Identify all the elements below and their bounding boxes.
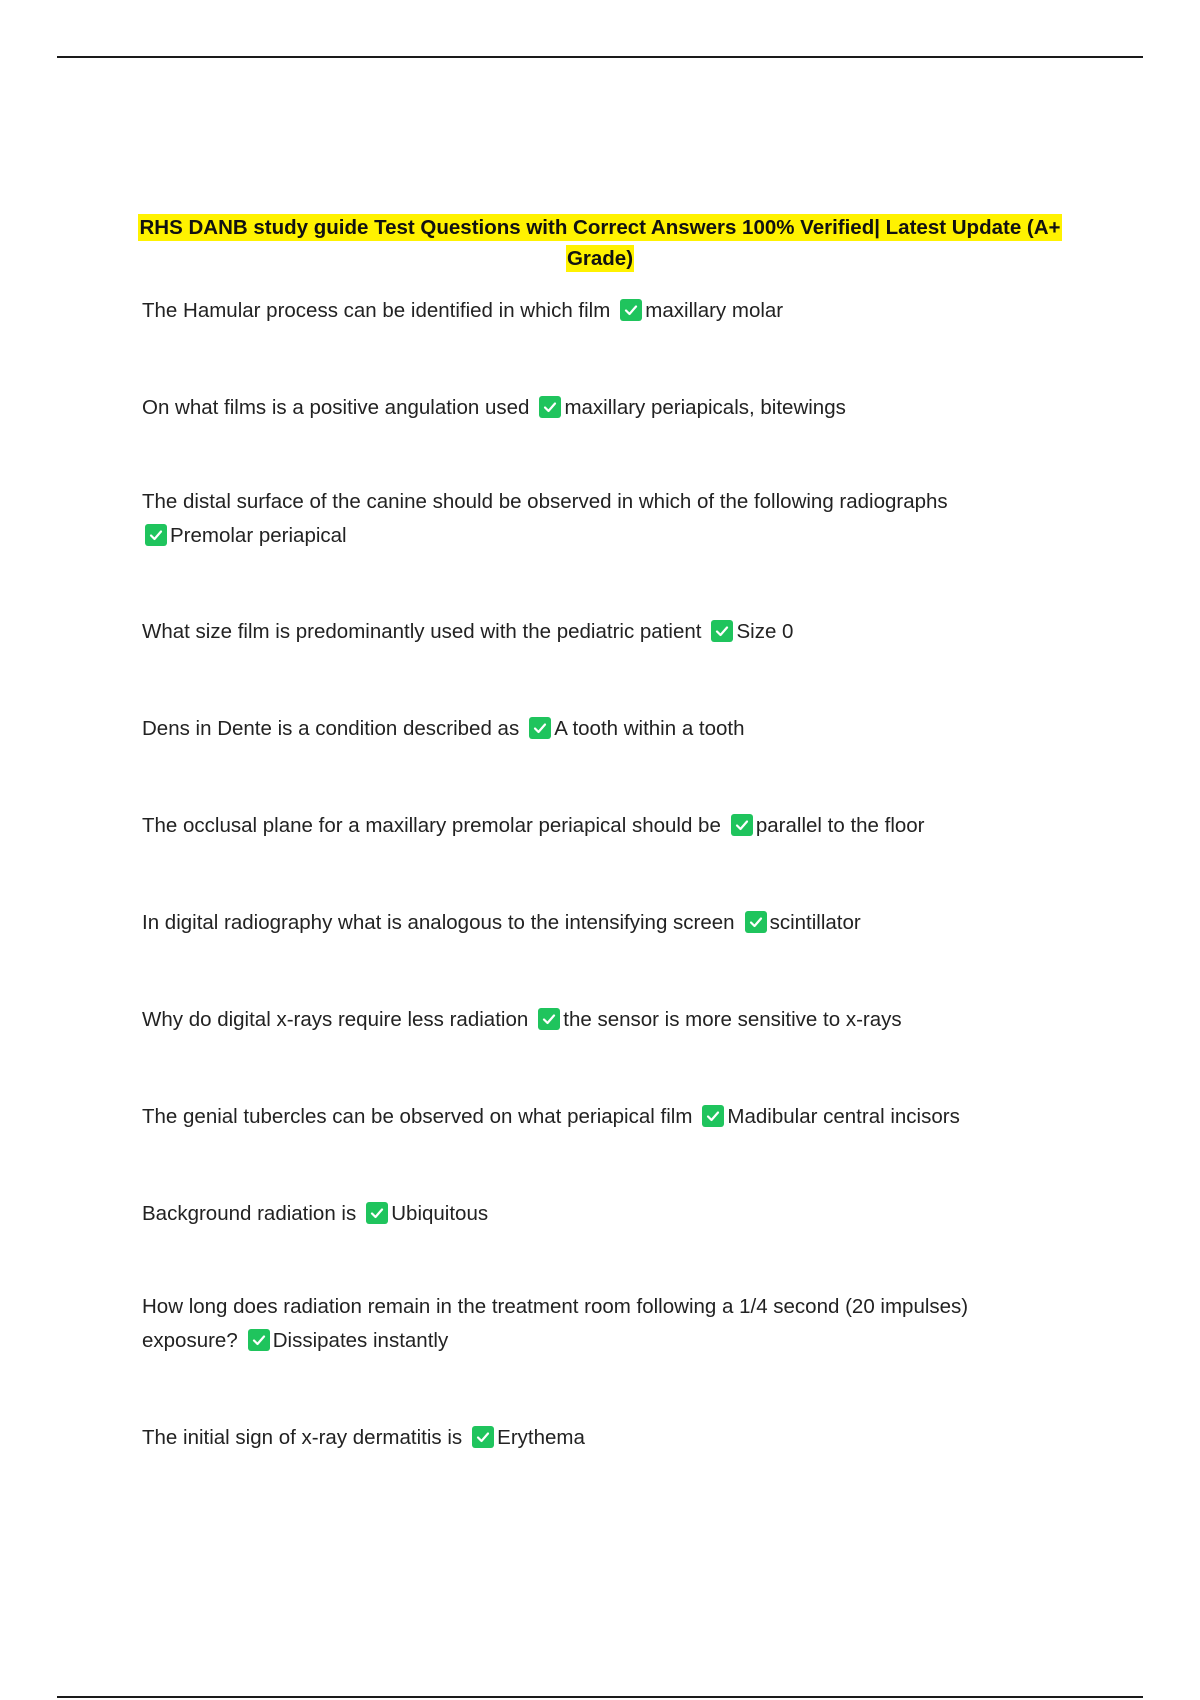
qa-item — [142, 1100, 1042, 1134]
answer-text: the sensor is more sensitive to x-rays — [563, 1008, 902, 1031]
qa-item — [142, 906, 1042, 940]
document-title-text: RHS DANB study guide Test Questions with Correct Answers 100% Verified| Latest Update (A+ Grade) — [139, 216, 1061, 270]
qa-item — [142, 1003, 1042, 1037]
answer-text: Madibular central incisors — [727, 1105, 960, 1128]
check-mark-icon — [538, 1008, 560, 1030]
answer-text: Size 0 — [736, 620, 794, 643]
answer-text: A tooth within a tooth — [554, 717, 745, 740]
qa-item — [142, 615, 1042, 649]
check-mark-icon — [366, 1202, 388, 1224]
question-text: Dens in Dente is a condition described as — [142, 717, 520, 740]
check-mark-icon — [711, 620, 733, 642]
top-rule — [57, 56, 1143, 58]
check-mark-icon — [745, 911, 767, 933]
question-text: The genial tubercles can be observed on what periapical film — [142, 1105, 693, 1128]
qa-item — [142, 1197, 1042, 1231]
check-mark-icon — [248, 1329, 270, 1351]
check-mark-icon — [620, 299, 642, 321]
answer-text: maxillary periapicals, bitewings — [564, 396, 846, 419]
qa-item — [142, 1421, 1042, 1455]
question-text: Background radiation is — [142, 1202, 357, 1225]
answer-text: Erythema — [497, 1426, 585, 1449]
qa-item — [142, 1290, 1042, 1358]
check-mark-icon — [731, 814, 753, 836]
question-text: In digital radiography what is analogous to the intensifying screen — [142, 911, 735, 934]
check-mark-icon — [539, 396, 561, 418]
question-text: How long does radiation remain in the treatment room following a 1/4 second (20 impulses) exposure? — [142, 1295, 969, 1352]
question-text: Why do digital x-rays require less radiation — [142, 1008, 529, 1031]
check-mark-icon — [145, 524, 167, 546]
check-mark-icon — [702, 1105, 724, 1127]
check-mark-icon — [472, 1426, 494, 1448]
qa-item — [142, 294, 1042, 328]
qa-item — [142, 485, 1042, 553]
question-text: What size film is predominantly used with the pediatric patient — [142, 620, 702, 643]
answer-text: Premolar periapical — [170, 524, 347, 547]
check-mark-icon — [529, 717, 551, 739]
answer-text: parallel to the floor — [755, 814, 925, 837]
answer-text: maxillary molar — [645, 299, 784, 322]
qa-item — [142, 712, 1042, 746]
answer-text: Ubiquitous — [391, 1202, 489, 1225]
qa-item — [142, 391, 1042, 425]
document-title — [130, 212, 1070, 274]
question-text: The distal surface of the canine should be observed in which of the following radiographs — [142, 490, 948, 513]
answer-text: scintillator — [769, 911, 861, 934]
question-text: On what films is a positive angulation used — [142, 396, 530, 419]
qa-item — [142, 809, 1042, 843]
question-text: The Hamular process can be identified in which film — [142, 299, 611, 322]
bottom-rule — [57, 1696, 1143, 1698]
question-text: The occlusal plane for a maxillary premolar periapical should be — [142, 814, 721, 837]
answer-text: Dissipates instantly — [272, 1329, 449, 1352]
question-text: The initial sign of x-ray dermatitis is — [142, 1426, 463, 1449]
